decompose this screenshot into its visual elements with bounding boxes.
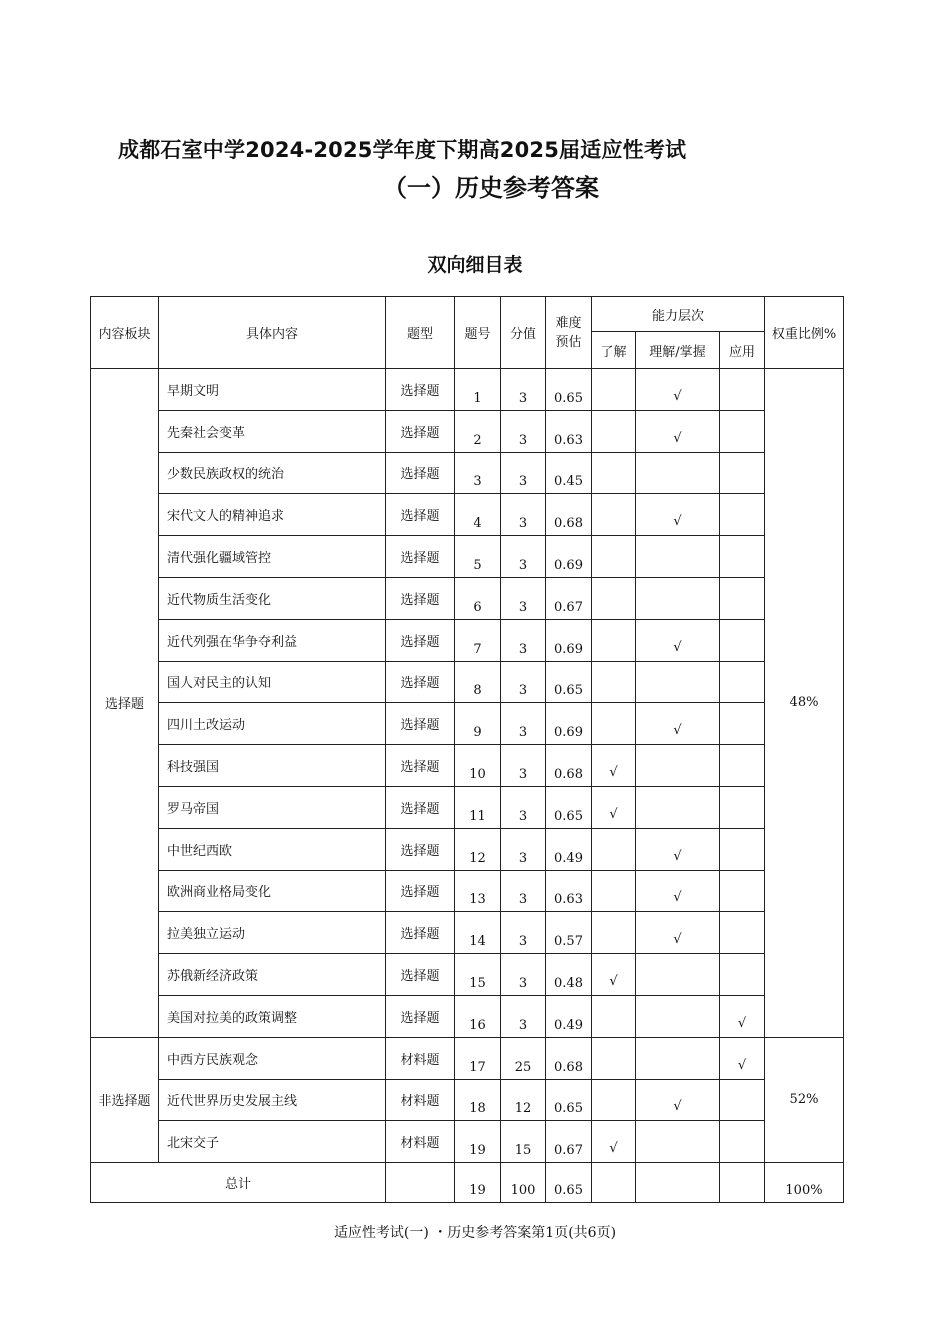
- comprehend-check-cell: √: [636, 619, 720, 661]
- apply-check-cell: [720, 870, 765, 912]
- comprehend-check-cell: √: [636, 410, 720, 452]
- difficulty-cell: 0.63: [546, 870, 592, 912]
- understand-check-cell: [592, 870, 636, 912]
- apply-check-cell: [720, 452, 765, 494]
- content-cell: 罗马帝国: [159, 786, 386, 828]
- number-cell: 7: [455, 619, 501, 661]
- comprehend-check-cell: [636, 954, 720, 996]
- difficulty-cell: 0.48: [546, 954, 592, 996]
- apply-check-cell: √: [720, 995, 765, 1037]
- type-cell: 选择题: [386, 954, 455, 996]
- understand-check-cell: [592, 828, 636, 870]
- section-cell: 非选择题: [91, 1037, 159, 1162]
- score-cell: 3: [501, 536, 546, 578]
- col-header-apply: 应用: [720, 332, 765, 369]
- total-understand-cell: [592, 1163, 636, 1203]
- understand-check-cell: [592, 369, 636, 411]
- content-cell: 宋代文人的精神追求: [159, 494, 386, 536]
- type-cell: 材料题: [386, 1037, 455, 1079]
- table-title: 双向细目表: [427, 254, 523, 276]
- content-cell: 近代列强在华争夺利益: [159, 619, 386, 661]
- total-label-cell: 总计: [91, 1163, 386, 1203]
- table-row: [91, 410, 844, 452]
- document-title-line1: 成都石室中学2024-2025学年度下期高2025届适应性考试: [118, 138, 687, 162]
- page-footer: 适应性考试(一) ・历史参考答案第1页(共6页): [333, 1225, 617, 1241]
- comprehend-check-cell: [636, 1121, 720, 1163]
- difficulty-cell: 0.67: [546, 577, 592, 619]
- comprehend-check-cell: √: [636, 494, 720, 536]
- comprehend-check-cell: [636, 577, 720, 619]
- type-cell: 选择题: [386, 619, 455, 661]
- type-cell: 选择题: [386, 995, 455, 1037]
- score-cell: 3: [501, 828, 546, 870]
- content-cell: 清代强化疆域管控: [159, 536, 386, 578]
- difficulty-cell: 0.65: [546, 786, 592, 828]
- table-row: [91, 452, 844, 494]
- table-row: [91, 577, 844, 619]
- specification-table: [90, 296, 844, 1203]
- understand-check-cell: [592, 1079, 636, 1121]
- apply-check-cell: [720, 369, 765, 411]
- difficulty-cell: 0.69: [546, 619, 592, 661]
- understand-check-cell: [592, 577, 636, 619]
- content-cell: 近代世界历史发展主线: [159, 1079, 386, 1121]
- table-row: [91, 369, 844, 411]
- type-cell: 选择题: [386, 494, 455, 536]
- number-cell: 13: [455, 870, 501, 912]
- comprehend-check-cell: √: [636, 828, 720, 870]
- apply-check-cell: [720, 494, 765, 536]
- number-cell: 10: [455, 745, 501, 787]
- table-row: [91, 494, 844, 536]
- apply-check-cell: √: [720, 1037, 765, 1079]
- table-row: [91, 912, 844, 954]
- difficulty-cell: 0.49: [546, 995, 592, 1037]
- col-header-block: 内容板块: [91, 297, 159, 369]
- table-row: [91, 828, 844, 870]
- understand-check-cell: [592, 912, 636, 954]
- understand-check-cell: [592, 410, 636, 452]
- understand-check-cell: [592, 619, 636, 661]
- understand-check-cell: [592, 536, 636, 578]
- score-cell: 3: [501, 912, 546, 954]
- type-cell: 选择题: [386, 703, 455, 745]
- col-header-content: 具体内容: [159, 297, 386, 369]
- understand-check-cell: √: [592, 786, 636, 828]
- number-cell: 8: [455, 661, 501, 703]
- table-row: [91, 536, 844, 578]
- apply-check-cell: [720, 1079, 765, 1121]
- total-number-cell: 19: [455, 1163, 501, 1203]
- score-cell: 3: [501, 703, 546, 745]
- content-cell: 国人对民主的认知: [159, 661, 386, 703]
- total-comprehend-cell: [636, 1163, 720, 1203]
- total-type-cell: [386, 1163, 455, 1203]
- type-cell: 材料题: [386, 1079, 455, 1121]
- col-header-num: 题号: [455, 297, 501, 369]
- type-cell: 选择题: [386, 745, 455, 787]
- score-cell: 3: [501, 870, 546, 912]
- comprehend-check-cell: [636, 661, 720, 703]
- table-row: [91, 786, 844, 828]
- weight-cell: 48%: [765, 369, 844, 1038]
- table-row: [91, 995, 844, 1037]
- content-cell: 四川土改运动: [159, 703, 386, 745]
- apply-check-cell: [720, 745, 765, 787]
- score-cell: 3: [501, 995, 546, 1037]
- total-weight-cell: 100%: [765, 1163, 844, 1203]
- content-cell: 苏俄新经济政策: [159, 954, 386, 996]
- type-cell: 选择题: [386, 452, 455, 494]
- type-cell: 选择题: [386, 410, 455, 452]
- total-difficulty-cell: 0.65: [546, 1163, 592, 1203]
- col-header-type: 题型: [386, 297, 455, 369]
- score-cell: 25: [501, 1037, 546, 1079]
- total-row: [91, 1163, 844, 1203]
- col-header-score: 分值: [501, 297, 546, 369]
- understand-check-cell: [592, 494, 636, 536]
- difficulty-cell: 0.69: [546, 536, 592, 578]
- col-header-comprehend: 理解/掌握: [636, 332, 720, 369]
- content-cell: 欧洲商业格局变化: [159, 870, 386, 912]
- difficulty-cell: 0.65: [546, 661, 592, 703]
- understand-check-cell: [592, 1037, 636, 1079]
- apply-check-cell: [720, 536, 765, 578]
- score-cell: 3: [501, 369, 546, 411]
- content-cell: 中世纪西欧: [159, 828, 386, 870]
- difficulty-cell: 0.65: [546, 369, 592, 411]
- apply-check-cell: [720, 410, 765, 452]
- section-cell: 选择题: [91, 369, 159, 1038]
- score-cell: 3: [501, 577, 546, 619]
- apply-check-cell: [720, 912, 765, 954]
- difficulty-cell: 0.68: [546, 1037, 592, 1079]
- score-cell: 3: [501, 452, 546, 494]
- col-header-understand: 了解: [592, 332, 636, 369]
- difficulty-cell: 0.45: [546, 452, 592, 494]
- content-cell: 中西方民族观念: [159, 1037, 386, 1079]
- comprehend-check-cell: √: [636, 1079, 720, 1121]
- type-cell: 选择题: [386, 828, 455, 870]
- table-row: [91, 1079, 844, 1121]
- type-cell: 选择题: [386, 369, 455, 411]
- difficulty-cell: 0.63: [546, 410, 592, 452]
- apply-check-cell: [720, 703, 765, 745]
- understand-check-cell: [592, 995, 636, 1037]
- number-cell: 15: [455, 954, 501, 996]
- comprehend-check-cell: [636, 995, 720, 1037]
- understand-check-cell: [592, 661, 636, 703]
- number-cell: 17: [455, 1037, 501, 1079]
- difficulty-cell: 0.69: [546, 703, 592, 745]
- weight-cell: 52%: [765, 1037, 844, 1162]
- table-row: [91, 1037, 844, 1079]
- number-cell: 18: [455, 1079, 501, 1121]
- difficulty-cell: 0.57: [546, 912, 592, 954]
- total-apply-cell: [720, 1163, 765, 1203]
- table-row: [91, 954, 844, 996]
- apply-check-cell: [720, 786, 765, 828]
- apply-check-cell: [720, 619, 765, 661]
- type-cell: 材料题: [386, 1121, 455, 1163]
- content-cell: 科技强国: [159, 745, 386, 787]
- type-cell: 选择题: [386, 786, 455, 828]
- content-cell: 北宋交子: [159, 1121, 386, 1163]
- content-cell: 拉美独立运动: [159, 912, 386, 954]
- type-cell: 选择题: [386, 577, 455, 619]
- score-cell: 3: [501, 745, 546, 787]
- content-cell: 近代物质生活变化: [159, 577, 386, 619]
- difficulty-cell: 0.68: [546, 745, 592, 787]
- comprehend-check-cell: √: [636, 870, 720, 912]
- table-row: [91, 661, 844, 703]
- comprehend-check-cell: √: [636, 912, 720, 954]
- comprehend-check-cell: [636, 786, 720, 828]
- number-cell: 14: [455, 912, 501, 954]
- content-cell: 少数民族政权的统治: [159, 452, 386, 494]
- number-cell: 2: [455, 410, 501, 452]
- number-cell: 19: [455, 1121, 501, 1163]
- table-row: [91, 619, 844, 661]
- score-cell: 3: [501, 786, 546, 828]
- understand-check-cell: √: [592, 954, 636, 996]
- difficulty-cell: 0.49: [546, 828, 592, 870]
- content-cell: 美国对拉美的政策调整: [159, 995, 386, 1037]
- number-cell: 6: [455, 577, 501, 619]
- number-cell: 1: [455, 369, 501, 411]
- understand-check-cell: √: [592, 745, 636, 787]
- table-row: [91, 745, 844, 787]
- content-cell: 先秦社会变革: [159, 410, 386, 452]
- type-cell: 选择题: [386, 912, 455, 954]
- score-cell: 15: [501, 1121, 546, 1163]
- score-cell: 3: [501, 410, 546, 452]
- number-cell: 11: [455, 786, 501, 828]
- number-cell: 16: [455, 995, 501, 1037]
- document-title-line2: （一）历史参考答案: [383, 174, 599, 202]
- score-cell: 12: [501, 1079, 546, 1121]
- comprehend-check-cell: √: [636, 703, 720, 745]
- score-cell: 3: [501, 954, 546, 996]
- number-cell: 4: [455, 494, 501, 536]
- table-row: [91, 870, 844, 912]
- score-cell: 3: [501, 661, 546, 703]
- difficulty-cell: 0.68: [546, 494, 592, 536]
- total-score-cell: 100: [501, 1163, 546, 1203]
- understand-check-cell: [592, 452, 636, 494]
- type-cell: 选择题: [386, 661, 455, 703]
- type-cell: 选择题: [386, 870, 455, 912]
- apply-check-cell: [720, 828, 765, 870]
- difficulty-cell: 0.67: [546, 1121, 592, 1163]
- col-header-ability: 能力层次: [592, 297, 765, 332]
- comprehend-check-cell: [636, 1037, 720, 1079]
- content-cell: 早期文明: [159, 369, 386, 411]
- col-header-difficulty: 难度 预估: [546, 297, 592, 369]
- difficulty-cell: 0.65: [546, 1079, 592, 1121]
- comprehend-check-cell: [636, 745, 720, 787]
- apply-check-cell: [720, 577, 765, 619]
- apply-check-cell: [720, 661, 765, 703]
- apply-check-cell: [720, 1121, 765, 1163]
- understand-check-cell: [592, 703, 636, 745]
- table-row: [91, 703, 844, 745]
- comprehend-check-cell: √: [636, 369, 720, 411]
- comprehend-check-cell: [636, 452, 720, 494]
- number-cell: 5: [455, 536, 501, 578]
- score-cell: 3: [501, 494, 546, 536]
- number-cell: 9: [455, 703, 501, 745]
- comprehend-check-cell: [636, 536, 720, 578]
- understand-check-cell: √: [592, 1121, 636, 1163]
- number-cell: 12: [455, 828, 501, 870]
- table-row: [91, 1121, 844, 1163]
- apply-check-cell: [720, 954, 765, 996]
- col-header-weight: 权重比例%: [765, 297, 844, 369]
- number-cell: 3: [455, 452, 501, 494]
- type-cell: 选择题: [386, 536, 455, 578]
- score-cell: 3: [501, 619, 546, 661]
